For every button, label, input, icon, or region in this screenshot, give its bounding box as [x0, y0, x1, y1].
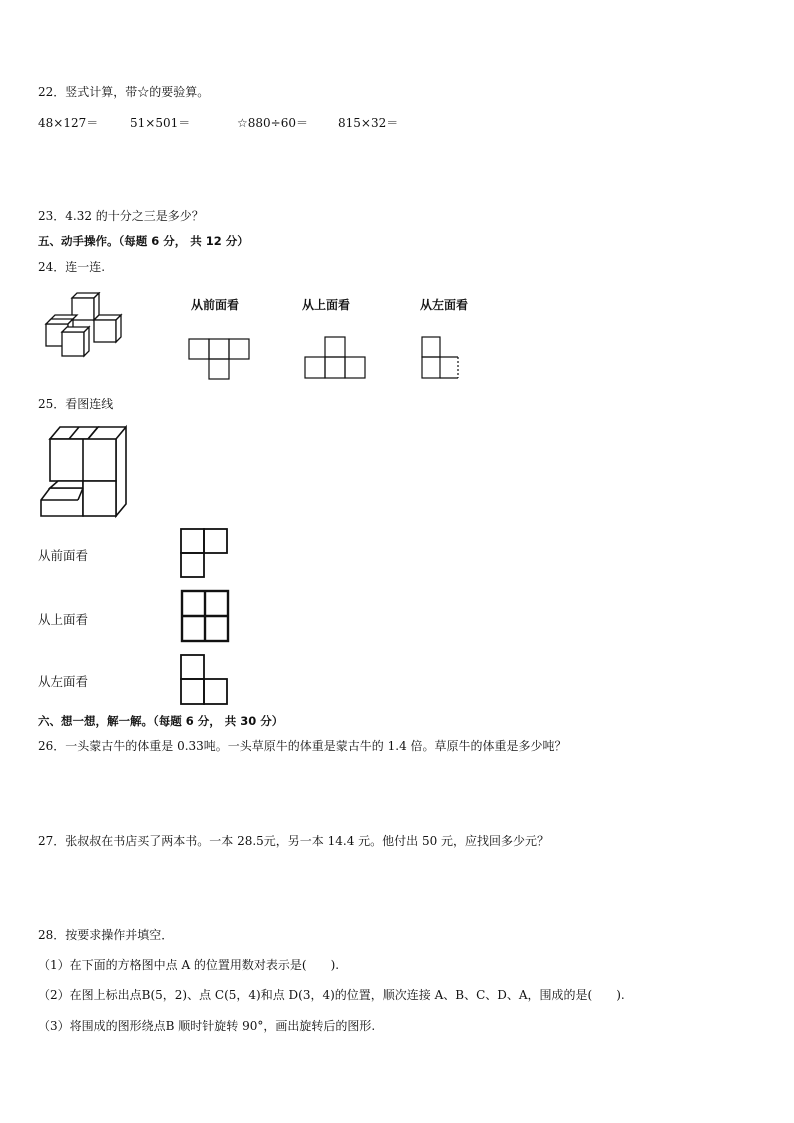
question-26-text: 26．一头蒙古牛的体重是 0.33吨。一头草原牛的体重是蒙古牛的 1.4 倍。草原牛的体重是多少吨？: [38, 739, 567, 753]
q24-left-view-label: 从左面看: [420, 298, 469, 312]
question-28-item-2: （2）在图上标出点B(5，2)、点 C(5，4)和点 D(3，4)的位置，顺次连接 A、B、C、D、A，围成的是( ).: [38, 988, 625, 1002]
q24-view-shape-3: [418, 332, 468, 382]
question-28-item-3: （3）将围成的图形绕点B 顺时针旋转 90°，画出旋转后的图形.: [38, 1019, 376, 1033]
q24-view-shape-1: [186, 336, 256, 382]
question-28-text: 28．按要求操作并填空．: [38, 928, 174, 942]
q25-front-view-label: 从前面看: [38, 548, 89, 563]
expression-3: ☆880÷60＝: [237, 116, 308, 130]
question-27-text: 27．张叔叔在书店买了两本书。一本 28.5元，另一本 14.4 元。他付出 50 元，应找回多少元？: [38, 834, 550, 848]
expression-4: 815×32＝: [338, 116, 399, 130]
question-23-text: 23．4.32 的十分之三是多少？: [38, 209, 204, 223]
expression-2: 51×501＝: [130, 116, 191, 130]
q24-top-view-label: 从上面看: [302, 298, 351, 312]
section-6-heading: 六、想一想，解一解。（每题 6 分， 共 30 分）: [38, 714, 284, 728]
section-5-heading: 五、动手操作。（每题 6 分， 共 12 分）: [38, 234, 249, 248]
question-28-item-1: （1）在下面的方格图中点 A 的位置用数对表示是( ).: [38, 958, 340, 972]
q25-view-shape-3: [178, 652, 234, 708]
q24-cube-figure: [40, 292, 140, 372]
q25-left-view-label: 从左面看: [38, 674, 89, 689]
q25-top-view-label: 从上面看: [38, 612, 89, 627]
q24-view-shape-2: [302, 332, 372, 382]
expression-1: 48×127＝: [38, 116, 99, 130]
q25-view-shape-2: [178, 588, 234, 644]
question-25-text: 25．看图连线: [38, 397, 114, 411]
question-24-text: 24．连一连.: [38, 260, 106, 274]
question-22-text: 22．竖式计算，带☆的要验算。: [38, 85, 210, 99]
q25-cube-figure: [38, 422, 134, 520]
q25-view-shape-1: [178, 526, 234, 582]
q24-front-view-label: 从前面看: [191, 298, 240, 312]
